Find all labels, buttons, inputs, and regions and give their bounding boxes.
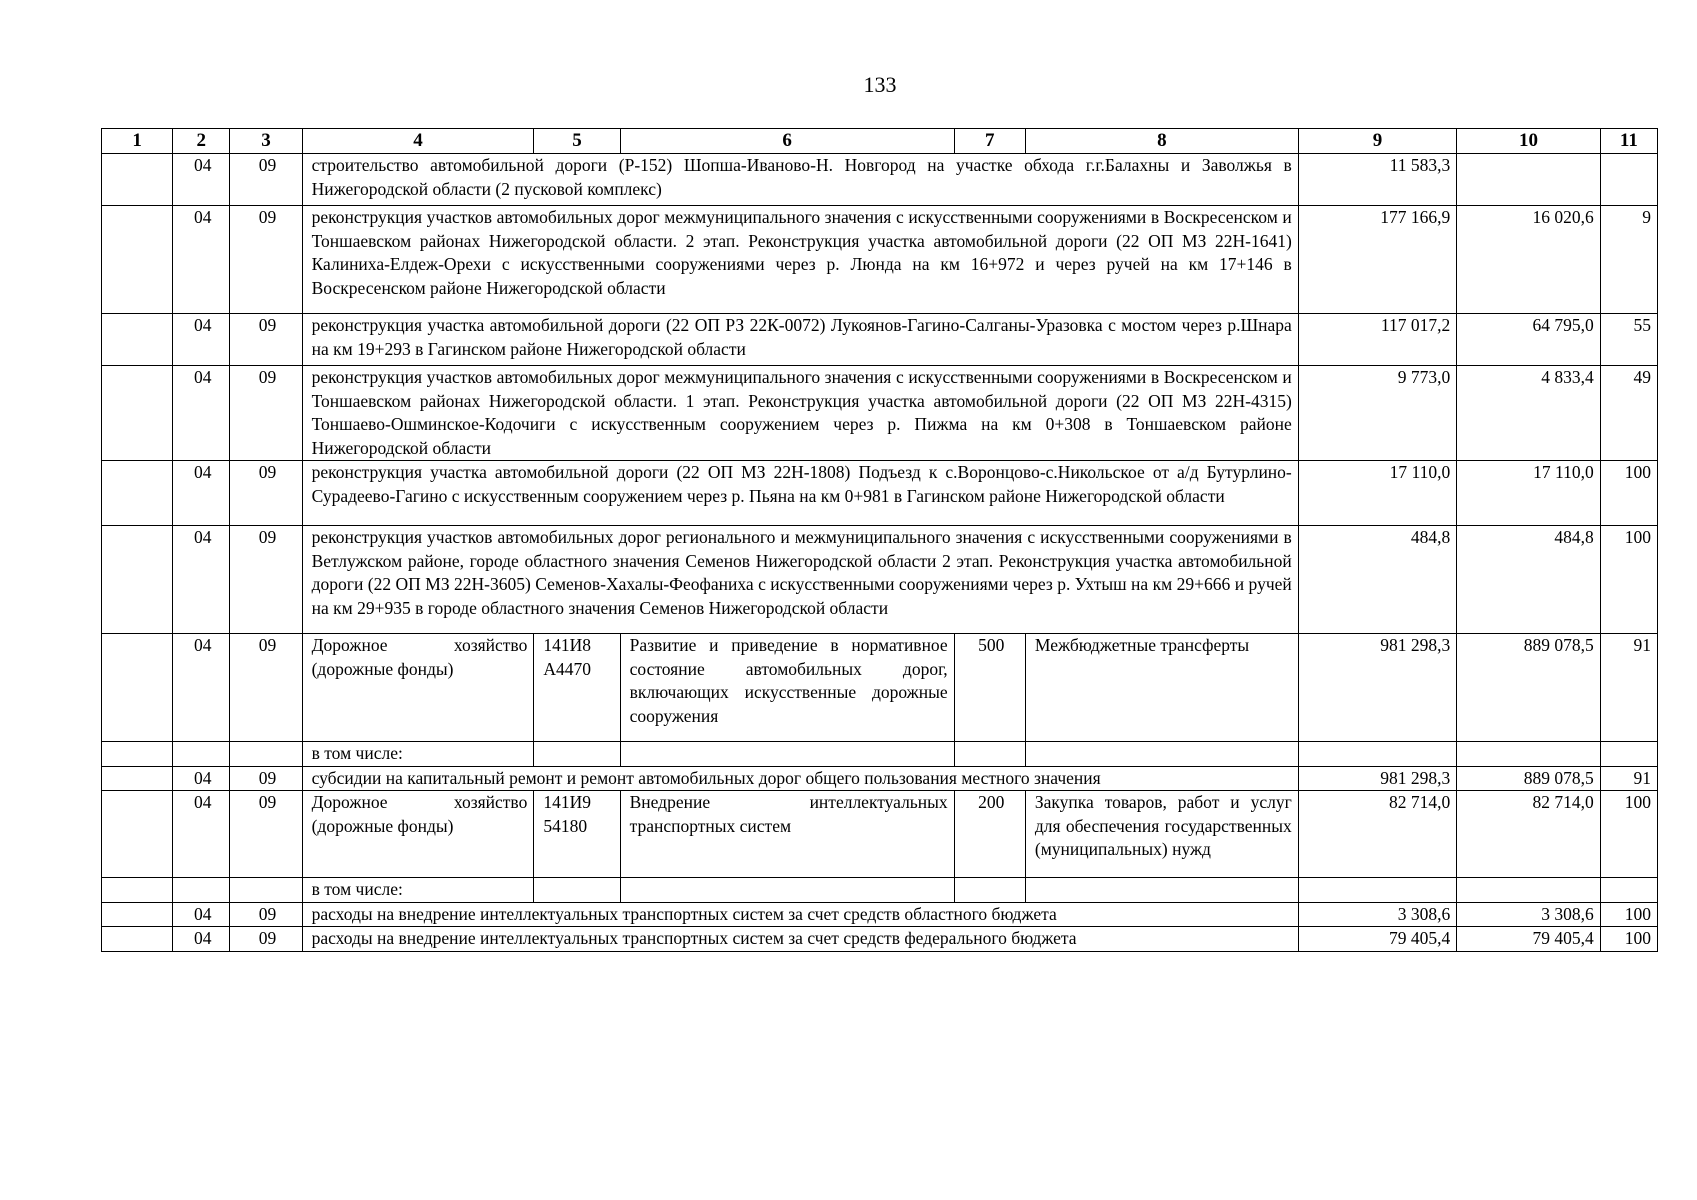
cell-c11 — [1600, 878, 1657, 903]
cell-c10: 79 405,4 — [1457, 927, 1600, 952]
cell-c3 — [230, 878, 302, 903]
cell-c11: 100 — [1600, 526, 1657, 634]
cell-empty — [102, 791, 173, 878]
cell-text: субсидии на капитальный ремонт и ремонт автомобильных дорог общего пользования местного значения — [302, 766, 1298, 791]
table-row — [102, 791, 1658, 878]
table-row — [102, 154, 1658, 206]
cell-c2: 04 — [173, 634, 230, 742]
cell-empty — [102, 461, 173, 526]
cell-c11 — [1600, 154, 1657, 206]
cell-c6 — [620, 742, 954, 767]
table-row — [102, 927, 1658, 952]
cell-c3: 09 — [230, 791, 302, 878]
cell-c5 — [534, 742, 620, 767]
cell-c3: 09 — [230, 461, 302, 526]
cell-text: реконструкция участка автомобильной дороги (22 ОП РЗ 22К-0072) Лукоянов-Гагино-Салганы-Уразовка с мостом через р.Шнара на км 19+293 в Гагинском районе Нижегородской области — [302, 314, 1298, 366]
cell-c9 — [1298, 742, 1457, 767]
cell-c7 — [954, 878, 1025, 903]
cell-c2 — [173, 878, 230, 903]
table-row — [102, 366, 1658, 461]
table-row — [102, 742, 1658, 767]
column-header: 7 — [954, 129, 1025, 154]
cell-c9: 981 298,3 — [1298, 766, 1457, 791]
cell-c10: 484,8 — [1457, 526, 1600, 634]
table-row — [102, 766, 1658, 791]
cell-c10: 16 020,6 — [1457, 206, 1600, 314]
cell-c6: Развитие и приведение в нормативное состояние автомобильных дорог, включающих искусственные дорожные сооружения — [620, 634, 954, 742]
cell-c4: Дорожное хозяйство (дорожные фонды) — [302, 634, 534, 742]
cell-c6: Внедрение интеллектуальных транспортных систем — [620, 791, 954, 878]
column-number-header — [102, 129, 1658, 154]
column-header: 2 — [173, 129, 230, 154]
table-row — [102, 878, 1658, 903]
cell-text: расходы на внедрение интеллектуальных транспортных систем за счет средств федерального бюджета — [302, 927, 1298, 952]
cell-c11: 100 — [1600, 902, 1657, 927]
column-header: 8 — [1025, 129, 1298, 154]
cell-c9: 117 017,2 — [1298, 314, 1457, 366]
cell-c3: 09 — [230, 154, 302, 206]
cell-c5 — [534, 878, 620, 903]
cell-c3: 09 — [230, 206, 302, 314]
table-row — [102, 526, 1658, 634]
cell-text: реконструкция участков автомобильных дорог межмуниципального значения с искусственными сооружениями в Воскресенском и Тоншаевском районах Нижегородской области. 1 этап. Реконструкция участка автомобильной дороги (22 ОП МЗ 22Н-4315) Тоншаево-Ошминское-Кодочиги с искусственным сооружением через р. Пижма на км 0+308 в Тоншаевском районе Нижегородской области — [302, 366, 1298, 461]
cell-c5: 141И8 А4470 — [534, 634, 620, 742]
cell-text: расходы на внедрение интеллектуальных транспортных систем за счет средств областного бюджета — [302, 902, 1298, 927]
cell-text: реконструкция участков автомобильных дорог межмуниципального значения с искусственными сооружениями в Воскресенском и Тоншаевском районах Нижегородской области. 2 этап. Реконструкция участка автомобильной дороги (22 ОП МЗ 22Н-1641) Калиниха-Елдеж-Орехи с искусственными сооружениями через р. Люнда на км 16+972 и через ручей на км 17+146 в Воскресенском районе Нижегородской области — [302, 206, 1298, 314]
cell-c2: 04 — [173, 461, 230, 526]
table-row — [102, 902, 1658, 927]
column-header: 3 — [230, 129, 302, 154]
cell-c11: 100 — [1600, 461, 1657, 526]
cell-c2: 04 — [173, 766, 230, 791]
column-header: 9 — [1298, 129, 1457, 154]
cell-c2: 04 — [173, 206, 230, 314]
cell-empty — [102, 526, 173, 634]
cell-empty — [102, 634, 173, 742]
cell-c11: 91 — [1600, 634, 1657, 742]
cell-empty — [102, 927, 173, 952]
cell-c9: 484,8 — [1298, 526, 1457, 634]
cell-c9: 177 166,9 — [1298, 206, 1457, 314]
cell-c11 — [1600, 742, 1657, 767]
cell-c7: 200 — [954, 791, 1025, 878]
cell-text: реконструкция участка автомобильной дороги (22 ОП МЗ 22Н-1808) Подъезд к с.Воронцово-с.Никольское от а/д Бутурлино-Сурадеево-Гагино с искусственным сооружением через р. Пьяна на км 0+981 в Гагинском районе Нижегородской области — [302, 461, 1298, 526]
column-header: 11 — [1600, 129, 1657, 154]
table-row — [102, 461, 1658, 526]
cell-c10: 82 714,0 — [1457, 791, 1600, 878]
column-header: 6 — [620, 129, 954, 154]
cell-c11: 49 — [1600, 366, 1657, 461]
cell-c9: 17 110,0 — [1298, 461, 1457, 526]
cell-c10 — [1457, 742, 1600, 767]
cell-c4: в том числе: — [302, 878, 534, 903]
cell-text: строительство автомобильной дороги (Р-152) Шопша-Иваново-Н. Новгород на участке обхода г.г.Балахны и Заволжья в Нижегородской области (2 пусковой комплекс) — [302, 154, 1298, 206]
cell-c9: 9 773,0 — [1298, 366, 1457, 461]
cell-c2: 04 — [173, 154, 230, 206]
cell-c10 — [1457, 154, 1600, 206]
cell-c7: 500 — [954, 634, 1025, 742]
cell-empty — [102, 154, 173, 206]
cell-empty — [102, 366, 173, 461]
cell-c3: 09 — [230, 927, 302, 952]
cell-c6 — [620, 878, 954, 903]
cell-text: реконструкция участков автомобильных дорог регионального и межмуниципального значения с искусственными сооружениями в Ветлужском районе, городе областного значения Семенов Нижегородской области 2 этап. Реконструкция участка автомобильной дороги (22 ОП МЗ 22Н-3605) Семенов-Хахалы-Феофаниха с искусственными сооружениями через р. Ухтыш на км 29+666 и ручей на км 29+935 в городе областного значения Семенов Нижегородской области — [302, 526, 1298, 634]
column-header: 10 — [1457, 129, 1600, 154]
column-header: 4 — [302, 129, 534, 154]
cell-c9: 11 583,3 — [1298, 154, 1457, 206]
cell-c4: Дорожное хозяйство (дорожные фонды) — [302, 791, 534, 878]
cell-c2: 04 — [173, 366, 230, 461]
cell-c3: 09 — [230, 766, 302, 791]
cell-c3: 09 — [230, 366, 302, 461]
cell-empty — [102, 766, 173, 791]
cell-c8: Закупка товаров, работ и услуг для обеспечения государственных (муниципальных) нужд — [1025, 791, 1298, 878]
cell-c2: 04 — [173, 314, 230, 366]
cell-c3: 09 — [230, 902, 302, 927]
cell-c11: 9 — [1600, 206, 1657, 314]
table-body — [102, 154, 1658, 952]
cell-c2: 04 — [173, 927, 230, 952]
cell-c10: 17 110,0 — [1457, 461, 1600, 526]
cell-c10 — [1457, 878, 1600, 903]
cell-c2: 04 — [173, 902, 230, 927]
column-header: 5 — [534, 129, 620, 154]
cell-c2 — [173, 742, 230, 767]
cell-c10: 3 308,6 — [1457, 902, 1600, 927]
cell-c3: 09 — [230, 634, 302, 742]
cell-c9 — [1298, 878, 1457, 903]
cell-c9: 981 298,3 — [1298, 634, 1457, 742]
cell-c10: 889 078,5 — [1457, 634, 1600, 742]
cell-c3 — [230, 742, 302, 767]
cell-c9: 3 308,6 — [1298, 902, 1457, 927]
cell-c9: 79 405,4 — [1298, 927, 1457, 952]
cell-c9: 82 714,0 — [1298, 791, 1457, 878]
cell-c11: 100 — [1600, 791, 1657, 878]
cell-c4: в том числе: — [302, 742, 534, 767]
cell-c2: 04 — [173, 791, 230, 878]
cell-c3: 09 — [230, 526, 302, 634]
page-number: 133 — [863, 72, 897, 97]
cell-empty — [102, 206, 173, 314]
table-row — [102, 634, 1658, 742]
cell-empty — [102, 742, 173, 767]
cell-c8: Межбюджетные трансферты — [1025, 634, 1298, 742]
cell-c10: 4 833,4 — [1457, 366, 1600, 461]
cell-c7 — [954, 742, 1025, 767]
cell-c8 — [1025, 742, 1298, 767]
column-header: 1 — [102, 129, 173, 154]
cell-c2: 04 — [173, 526, 230, 634]
table-row — [102, 314, 1658, 366]
cell-c3: 09 — [230, 314, 302, 366]
cell-c11: 55 — [1600, 314, 1657, 366]
cell-c8 — [1025, 878, 1298, 903]
cell-c10: 64 795,0 — [1457, 314, 1600, 366]
table-row — [102, 206, 1658, 314]
cell-empty — [102, 314, 173, 366]
cell-c11: 100 — [1600, 927, 1657, 952]
budget-table — [101, 128, 1658, 952]
cell-c11: 91 — [1600, 766, 1657, 791]
cell-empty — [102, 878, 173, 903]
cell-c10: 889 078,5 — [1457, 766, 1600, 791]
cell-c5: 141И9 54180 — [534, 791, 620, 878]
cell-empty — [102, 902, 173, 927]
